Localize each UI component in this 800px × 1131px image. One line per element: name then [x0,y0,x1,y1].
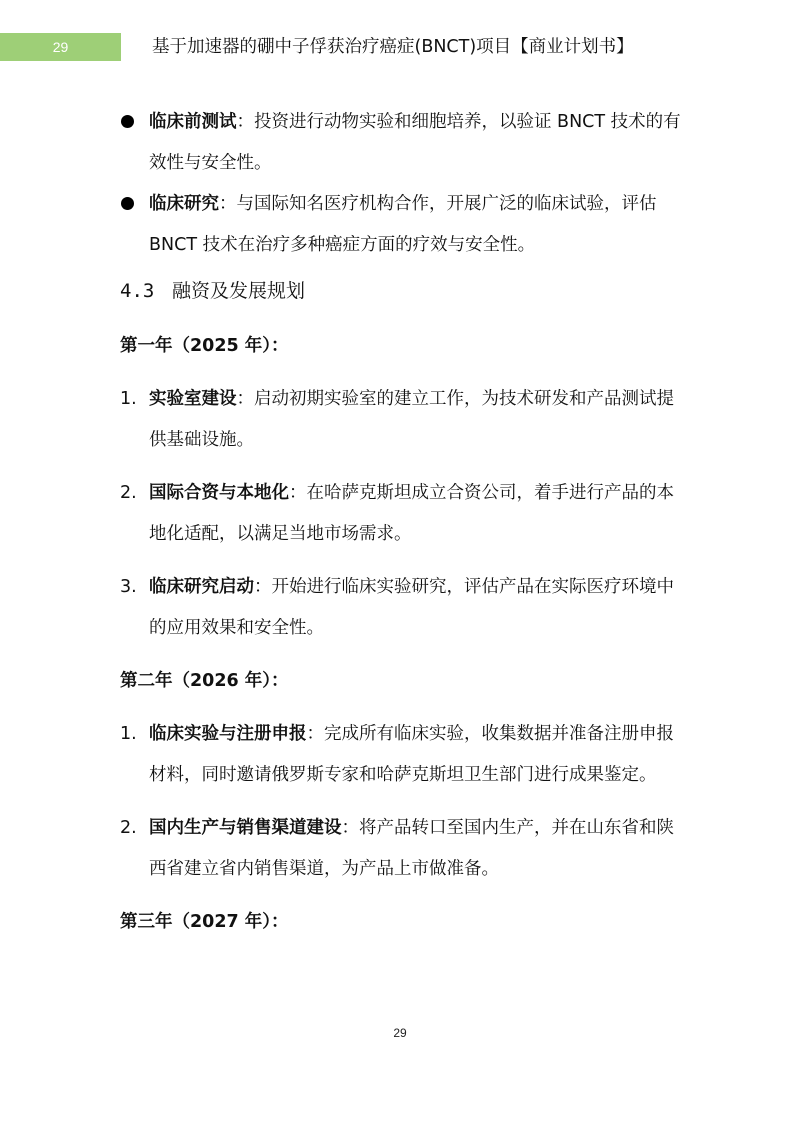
year-heading-2026: 第二年（2026 年）： [120,671,289,691]
list-text: 启动初期实验室的建立工作，为技术研发和产品测试提供基础设施。 [149,389,674,450]
list-item [120,567,690,649]
list-number: 1. [120,389,137,409]
bullet-item-clinical [120,184,690,266]
list-number: 2. [120,818,137,838]
page-content [120,102,690,955]
bullet-dot-icon [121,115,134,128]
list-text: 在哈萨克斯坦成立合资公司，着手进行产品的本地化适配，以满足当地市场需求。 [149,483,674,544]
list-text: 开始进行临床实验研究，评估产品在实际医疗环境中的应用效果和安全性。 [149,577,674,638]
list-separator: ： [306,724,324,744]
list-term: 国际合资与本地化 [149,483,289,503]
section-number: 4.3 [120,280,155,302]
list-term: 临床研究启动 [149,577,254,597]
list-separator: ： [254,577,272,597]
section-heading [120,271,690,312]
document-header-title: 基于加速器的硼中子俘获治疗癌症(BNCT)项目【商业计划书】 [152,37,634,57]
page-footer-number: 29 [393,1026,407,1040]
list-number: 2. [120,483,137,503]
bullet-term: 临床前测试 [149,112,237,132]
list-term: 实验室建设 [149,389,237,409]
bullet-text: 与国际知名医疗机构合作，开展广泛的临床试验，评估 BNCT 技术在治疗多种癌症方面的疗效与安全性。 [149,194,657,255]
list-term: 国内生产与销售渠道建设 [149,818,342,838]
list-separator: ： [289,483,307,503]
list-item [120,808,690,890]
bullet-separator: ： [219,194,237,214]
page-number-badge: 29 [0,33,121,61]
section-title: 融资及发展规划 [172,280,306,302]
year-heading-2027: 第三年（2027 年）： [120,912,289,932]
list-number: 1. [120,724,137,744]
list-number: 3. [120,577,137,597]
list-separator: ： [236,389,254,409]
bullet-separator: ： [236,112,254,132]
list-item [120,714,690,796]
list-separator: ： [341,818,359,838]
list-item [120,379,690,461]
list-text: 完成所有临床实验，收集数据并准备注册申报材料，同时邀请俄罗斯专家和哈萨克斯坦卫生部门进行成果鉴定。 [149,724,674,785]
bullet-item-preclinical [120,102,690,184]
bullet-dot-icon [121,197,134,210]
list-item [120,473,690,555]
bullet-text: 投资进行动物实验和细胞培养，以验证 BNCT 技术的有效性与安全性。 [149,112,681,173]
list-text: 将产品转口至国内生产，并在山东省和陕西省建立省内销售渠道，为产品上市做准备。 [149,818,674,879]
bullet-term: 临床研究 [149,194,219,214]
year-heading-2025: 第一年（2025 年）： [120,336,289,356]
list-term: 临床实验与注册申报 [149,724,307,744]
